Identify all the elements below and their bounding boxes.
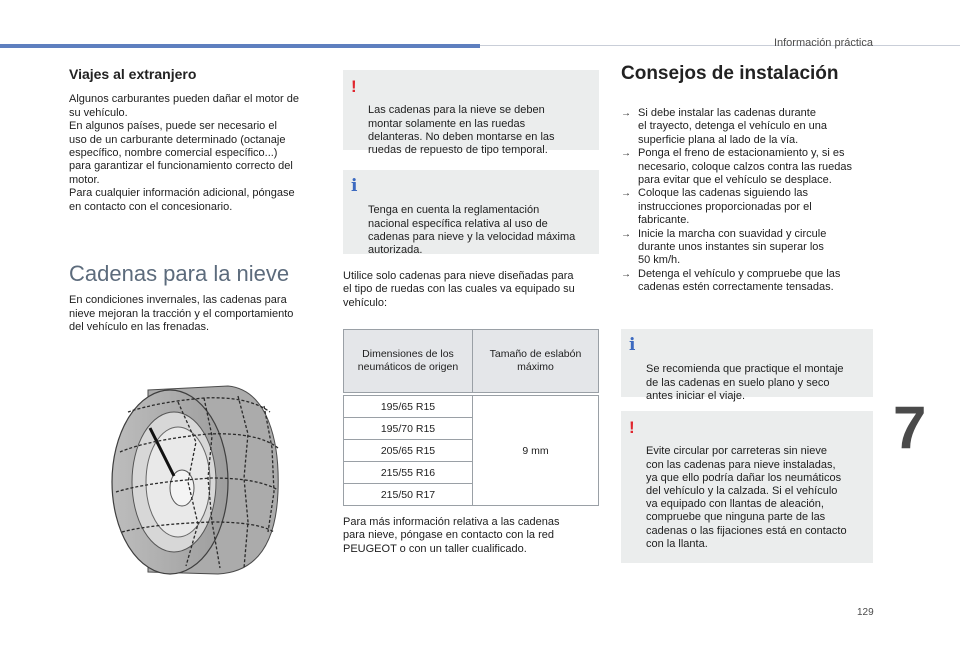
installation-tips-list xyxy=(621,107,881,295)
link-size-value: 9 mm xyxy=(473,396,599,506)
tire-size-table xyxy=(343,329,599,506)
table-header-link-size: Tamaño de eslabón máximo xyxy=(473,330,599,393)
chains-outro-text: Para más información relativa a las cadenas para nieve, póngase en contacto con la red PEUGEOT o con un taller cualificado. xyxy=(343,516,560,555)
list-item: → Inicie la marcha con suavidad y circule durante unos instantes sin superar los 50 km/h. xyxy=(621,228,881,268)
front-wheels-warning xyxy=(343,70,599,157)
table-row: 195/70 R15 xyxy=(344,418,473,440)
chains-section xyxy=(69,261,329,335)
table-row: 205/65 R15 xyxy=(344,440,473,462)
table-header-dimensions: Dimensiones de los neumáticos de origen xyxy=(344,330,473,393)
info-text: Tenga en cuenta la reglamentación nacional específica relativa al uso de cadenas para nieve y la velocidad máxima autorizada. xyxy=(368,204,576,257)
list-item: → Ponga el freno de estacionamiento y, si es necesario, coloque calzos contra las ruedas para evitar que el vehículo se desplace. xyxy=(621,147,881,187)
chains-text: En condiciones invernales, las cadenas para nieve mejoran la tracción y el comportamiento del vehículo en las frenadas. xyxy=(69,294,294,334)
travel-text: Algunos carburantes pueden dañar el motor de su vehículo. En algunos países, puede ser necesario el uso de un carburante determinado (octanaje específico, nombre comercial específico...) para garantizar el funcionamiento correcto del motor. Para cualquier información adicional, póngase en contacto con el concesionario. xyxy=(69,93,299,213)
header-rule xyxy=(480,45,960,46)
no-snow-warning xyxy=(621,411,873,563)
chains-intro-text: Utilice solo cadenas para nieve diseñadas para el tipo de ruedas con las cuales va equipado su vehículo: xyxy=(343,270,575,309)
chapter-number: 7 xyxy=(893,394,927,461)
info-icon: i xyxy=(351,176,358,196)
warning-text: Evite circular por carreteras sin nieve con las cadenas para nieve instaladas, ya que ello podría dañar los neumáticos del vehículo y la calzada. Si el vehículo va equipado con llantas de aleación, compruebe que ninguna parte de las cadenas o las fijaciones está en contacto con la llanta. xyxy=(646,445,847,550)
table-row: 215/50 R17 xyxy=(344,484,473,506)
installation-heading: Consejos de instalación xyxy=(621,63,839,84)
warning-text: Las cadenas para la nieve se deben montar solamente en las ruedas delanteras. No deben montarse en las ruedas de repuesto de tipo temporal. xyxy=(368,104,555,157)
left-column xyxy=(69,68,324,214)
chains-heading: Cadenas para la nieve xyxy=(69,261,290,286)
travel-heading: Viajes al extranjero xyxy=(69,66,197,82)
list-item: → Detenga el vehículo y compruebe que las cadenas estén correctamente tensadas. xyxy=(621,268,881,295)
header-accent-bar xyxy=(0,44,480,48)
warning-icon: ! xyxy=(351,77,357,96)
table-row: 215/55 R16 xyxy=(344,462,473,484)
info-icon: i xyxy=(629,335,636,355)
section-title: Información práctica xyxy=(773,37,873,49)
practice-info-note xyxy=(621,329,873,402)
page-number: 129 xyxy=(857,607,874,618)
regulation-info-note xyxy=(343,170,599,257)
table-row: 195/65 R15 xyxy=(344,396,473,418)
list-item: → Si debe instalar las cadenas durante el trayecto, detenga el vehículo en una superficie plana al lado de la vía. xyxy=(621,107,881,147)
info-text: Se recomienda que practique el montaje de las cadenas en suelo plano y seco antes iniciar el viaje. xyxy=(646,363,844,402)
snow-chain-illustration xyxy=(108,382,284,578)
warning-icon: ! xyxy=(629,418,635,437)
list-item: → Coloque las cadenas siguiendo las instrucciones proporcionadas por el fabricante. xyxy=(621,187,881,227)
